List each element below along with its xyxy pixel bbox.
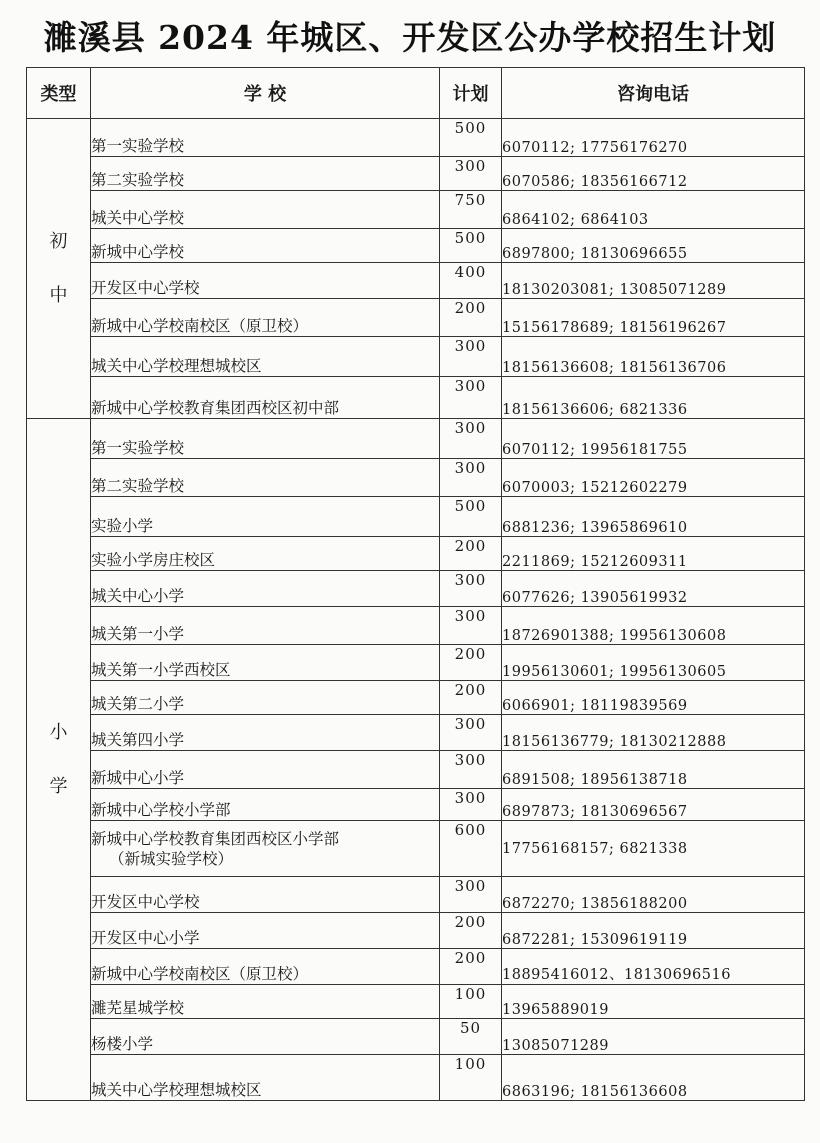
phone-number: 6070112; 19956181755 — [502, 419, 805, 459]
plan-count: 200 — [440, 949, 502, 985]
school-cell — [91, 1055, 440, 1101]
header-phone: 咨询电话 — [502, 68, 805, 119]
plan-count: 200 — [440, 913, 502, 949]
school-name: 城关中心学校 — [91, 209, 185, 227]
plan-count: 500 — [440, 497, 502, 537]
school-name: 新城中心学校南校区（原卫校） — [91, 317, 309, 335]
school-cell — [91, 157, 440, 191]
phone-number: 6864102; 6864103 — [502, 191, 805, 229]
school-cell — [91, 537, 440, 571]
plan-count: 100 — [440, 1055, 502, 1101]
table-row — [27, 229, 805, 263]
phone-number: 18895416012、18130696516 — [502, 949, 805, 985]
plan-count: 300 — [440, 877, 502, 913]
table-row — [27, 877, 805, 913]
school-cell — [91, 263, 440, 299]
plan-count: 600 — [440, 821, 502, 877]
school-name: 濉芜星城学校 — [91, 999, 185, 1017]
plan-count: 300 — [440, 751, 502, 789]
school-cell — [91, 821, 440, 877]
type-label-char: 中 — [49, 284, 68, 306]
type-label-char: 学 — [49, 775, 68, 797]
school-name: 第一实验学校 — [91, 439, 185, 457]
plan-count: 300 — [440, 157, 502, 191]
table-row — [27, 191, 805, 229]
school-cell — [91, 459, 440, 497]
table-row — [27, 419, 805, 459]
phone-number: 18156136608; 18156136706 — [502, 337, 805, 377]
plan-count: 100 — [440, 985, 502, 1019]
school-cell — [91, 571, 440, 607]
plan-count: 300 — [440, 607, 502, 645]
phone-number: 15156178689; 18156196267 — [502, 299, 805, 337]
plan-count: 500 — [440, 119, 502, 157]
header-plan: 计划 — [440, 68, 502, 119]
phone-number: 18156136606; 6821336 — [502, 377, 805, 419]
table-row — [27, 949, 805, 985]
phone-number: 6863196; 18156136608 — [502, 1055, 805, 1101]
table-row — [27, 157, 805, 191]
school-cell — [91, 119, 440, 157]
school-name: 新城中心学校南校区（原卫校） — [91, 965, 309, 983]
phone-number: 6077626; 13905619932 — [502, 571, 805, 607]
header-type: 类型 — [27, 68, 91, 119]
school-cell — [91, 645, 440, 681]
phone-number: 6066901; 18119839569 — [502, 681, 805, 715]
school-name: 城关中心学校理想城校区 — [91, 1081, 262, 1099]
table-row — [27, 913, 805, 949]
table-row — [27, 1019, 805, 1055]
school-name: 第二实验学校 — [91, 477, 185, 495]
phone-number: 6872270; 13856188200 — [502, 877, 805, 913]
school-cell — [91, 913, 440, 949]
plan-count: 300 — [440, 789, 502, 821]
table-row — [27, 119, 805, 157]
phone-number: 6070112; 17756176270 — [502, 119, 805, 157]
type-label-char: 小 — [49, 721, 68, 743]
phone-number: 13965889019 — [502, 985, 805, 1019]
phone-number: 6897800; 18130696655 — [502, 229, 805, 263]
table-row — [27, 337, 805, 377]
phone-number: 18726901388; 19956130608 — [502, 607, 805, 645]
school-name: 城关中心学校理想城校区 — [91, 357, 262, 375]
phone-number: 2211869; 15212609311 — [502, 537, 805, 571]
school-name: 新城中心小学 — [91, 769, 185, 787]
phone-number: 18156136779; 18130212888 — [502, 715, 805, 751]
school-name: 实验小学房庄校区 — [91, 551, 216, 569]
table-row — [27, 537, 805, 571]
header-school: 学 校 — [91, 68, 440, 119]
plan-count: 300 — [440, 459, 502, 497]
school-name: 新城中心学校 — [91, 243, 185, 261]
plan-count: 500 — [440, 229, 502, 263]
school-cell — [91, 751, 440, 789]
phone-number: 6897873; 18130696567 — [502, 789, 805, 821]
plan-count: 300 — [440, 419, 502, 459]
school-cell — [91, 191, 440, 229]
plan-count: 200 — [440, 537, 502, 571]
school-cell — [91, 419, 440, 459]
school-cell — [91, 985, 440, 1019]
plan-count: 200 — [440, 681, 502, 715]
school-name: 新城中心学校小学部 — [91, 801, 231, 819]
school-cell — [91, 715, 440, 751]
school-name-note: （新城实验学校） — [109, 849, 234, 868]
school-cell — [91, 681, 440, 715]
table-row — [27, 751, 805, 789]
school-cell — [91, 229, 440, 263]
table-row — [27, 263, 805, 299]
school-name: 新城中心学校教育集团西校区初中部 — [91, 399, 340, 417]
school-name: 实验小学 — [91, 517, 154, 535]
school-name: 第二实验学校 — [91, 171, 185, 189]
school-cell — [91, 497, 440, 537]
table-row — [27, 571, 805, 607]
school-name: 城关第四小学 — [91, 731, 185, 749]
school-cell — [91, 949, 440, 985]
phone-number: 6872281; 15309619119 — [502, 913, 805, 949]
table-row — [27, 377, 805, 419]
table-row — [27, 789, 805, 821]
plan-count: 300 — [440, 377, 502, 419]
table-row — [27, 715, 805, 751]
plan-count: 200 — [440, 645, 502, 681]
table-row — [27, 985, 805, 1019]
table-row — [27, 607, 805, 645]
phone-number: 19956130601; 19956130605 — [502, 645, 805, 681]
school-name: 城关中心小学 — [91, 587, 185, 605]
phone-number: 6891508; 18956138718 — [502, 751, 805, 789]
type-label-char: 初 — [49, 230, 68, 252]
table-row — [27, 299, 805, 337]
plan-count: 200 — [440, 299, 502, 337]
school-cell — [91, 789, 440, 821]
plan-count: 300 — [440, 715, 502, 751]
phone-number: 13085071289 — [502, 1019, 805, 1055]
table-row — [27, 459, 805, 497]
phone-number: 17756168157; 6821338 — [502, 821, 805, 877]
document-title: 濉溪县 2024 年城区、开发区公办学校招生计划 — [43, 18, 777, 57]
plan-count: 50 — [440, 1019, 502, 1055]
school-name: 开发区中心学校 — [91, 893, 200, 911]
type-cell — [27, 419, 91, 1101]
table-header-row — [27, 68, 805, 119]
table-body — [27, 119, 805, 1101]
phone-number: 18130203081; 13085071289 — [502, 263, 805, 299]
school-name: 新城中心学校教育集团西校区小学部 — [91, 829, 340, 848]
phone-number: 6881236; 13965869610 — [502, 497, 805, 537]
school-cell — [91, 1019, 440, 1055]
school-cell — [91, 377, 440, 419]
plan-count: 300 — [440, 571, 502, 607]
school-cell — [91, 337, 440, 377]
phone-number: 6070003; 15212602279 — [502, 459, 805, 497]
table-row — [27, 645, 805, 681]
school-cell — [91, 299, 440, 337]
plan-count: 750 — [440, 191, 502, 229]
school-cell — [91, 607, 440, 645]
plan-count: 300 — [440, 337, 502, 377]
school-name: 城关第二小学 — [91, 695, 185, 713]
table-row — [27, 1055, 805, 1101]
plan-count: 400 — [440, 263, 502, 299]
school-name: 第一实验学校 — [91, 137, 185, 155]
table-row — [27, 681, 805, 715]
table-row — [27, 497, 805, 537]
school-cell — [91, 877, 440, 913]
school-name: 杨楼小学 — [91, 1035, 154, 1053]
school-name: 城关第一小学西校区 — [91, 661, 231, 679]
table-row — [27, 821, 805, 877]
school-name: 城关第一小学 — [91, 625, 185, 643]
school-name: 开发区中心小学 — [91, 929, 200, 947]
enrollment-plan-table — [26, 67, 805, 1101]
phone-number: 6070586; 18356166712 — [502, 157, 805, 191]
type-cell — [27, 119, 91, 419]
school-name: 开发区中心学校 — [91, 279, 200, 297]
